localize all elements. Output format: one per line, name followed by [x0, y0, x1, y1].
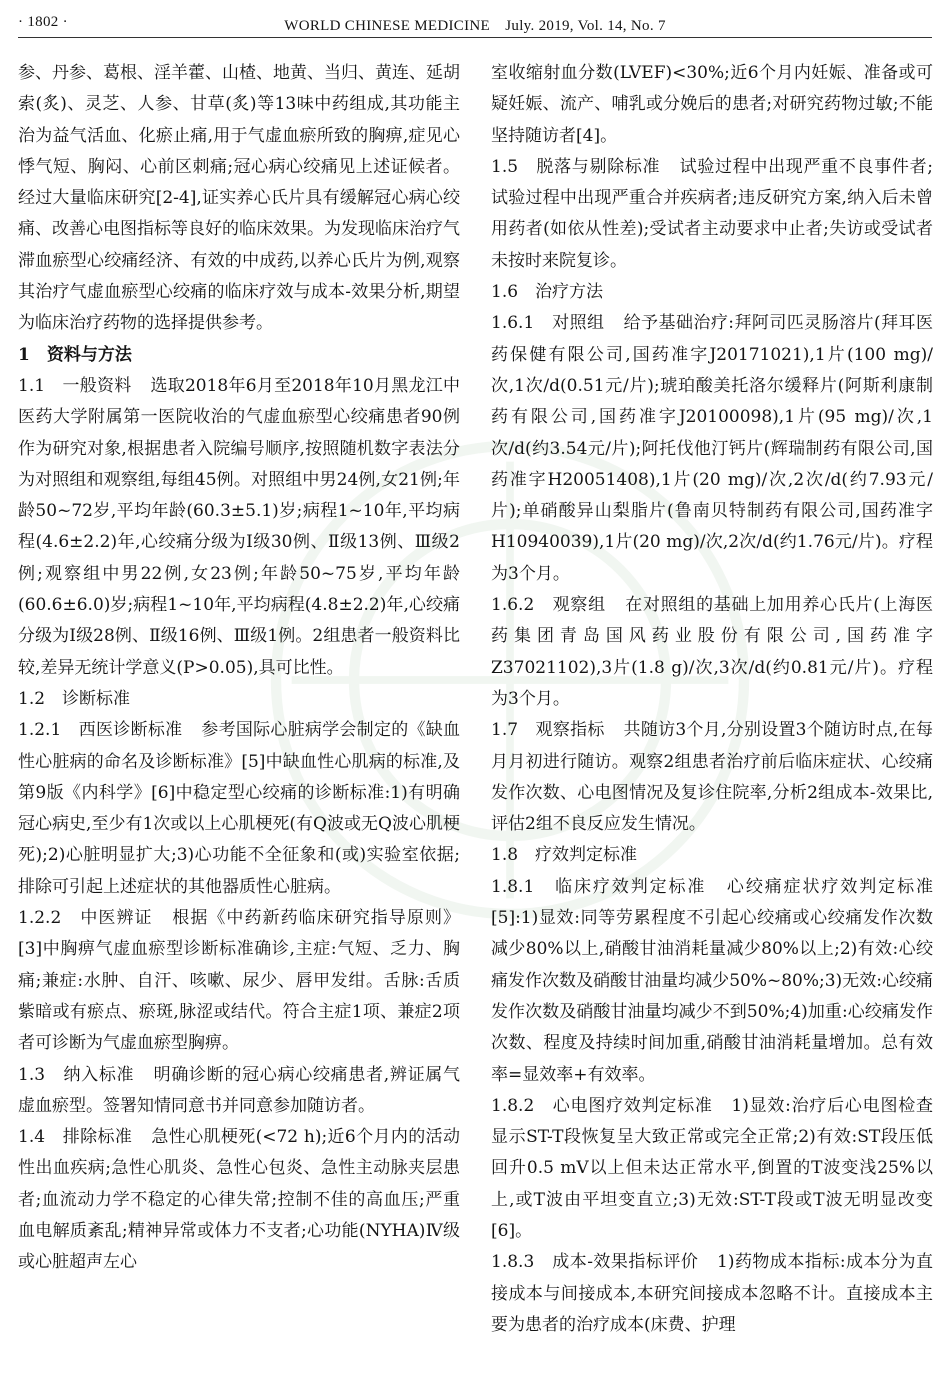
section-1-8-2-title: 1.8.2 心电图疗效判定标准: [491, 1095, 713, 1116]
section-1-1-text: 选取2018年6月至2018年10月黑龙江中医药大学附属第一医院收治的气虚血瘀型心绞痛患者90例作为研究对象,根据患者入院编号顺序,按照随机数字表法分为对照组和观察组,每组45例。对照组中男24例,女21例;年龄50~72岁,平均年龄(60.3±5.1)岁;病程1~10年,平均病程(4.6±2.2)年,心绞痛分级为Ⅰ级30例、Ⅱ级13例、Ⅲ级2例;观察组中男22例,女23例;年龄50~75岁,平均年龄(60.6±6.0)岁;病程1~10年,平均病程(4.8±2.2)年,心绞痛分级为Ⅰ级28例、Ⅱ级16例、Ⅲ级1例。2组患者一般资料比较,差异无统计学意义(P>0.05),具可比性。: [18, 375, 460, 678]
section-1-2-1-text: 参考国际心脏病学会制定的《缺血性心脏病的命名及诊断标准》[5]中缺血性心肌病的标准,及第9版《内科学》[6]中稳定型心绞痛的诊断标准:1)有明确冠心病史,至少有1次或以上心肌梗死(有Q波或无Q波心肌梗死);2)心脏明显扩大;3)心功能不全征象和(或)实验室依据;排除可引起上述症状的其他器质性心脏病。: [18, 720, 460, 897]
section-1-3: [18, 1060, 460, 1123]
section-1-8-1-title: 1.8.1 临床疗效判定标准: [491, 876, 707, 897]
section-1-6-2-title: 1.6.2 观察组: [491, 595, 606, 616]
section-1-4: [18, 1122, 460, 1278]
section-1-1-title: 1.1 一般资料: [18, 375, 132, 396]
section-1-2-2-title: 1.2.2 中医辨证: [18, 908, 153, 929]
running-header: [18, 14, 932, 44]
section-1-8-3-text: 1)药物成本指标:成本分为直接成本与间接成本,本研究间接成本忽略不计。直接成本主要为患者的治疗成本(床费、护理: [491, 1252, 933, 1335]
section-1-4-text: 急性心肌梗死(<72 h);近6个月内的活动性出血疾病;急性心肌炎、急性心包炎、急性主动脉夹层患者;血流动力学不稳定的心律失常;控制不佳的高血压;严重血电解质紊乱;精神异常或体力不支者;心功能(NYHA)Ⅳ级或心脏超声左心: [18, 1127, 460, 1273]
section-1-8-3: [491, 1247, 933, 1341]
section-1-8-1: [491, 872, 933, 1091]
section-1-8-1-text: 心绞痛症状疗效判定标准[5]:1)显效:同等劳累程度不引起心绞痛或心绞痛发作次数减少80%以上,硝酸甘油消耗量减少80%以上;2)有效:心绞痛发作次数及硝酸甘油量均减少50%~80%;3)无效:心绞痛发作次数及硝酸甘油量均减少不到50%;4)加重:心绞痛发作次数、程度及持续时间加重,硝酸甘油消耗量增加。总有效率=显效率+有效率。: [491, 876, 933, 1085]
continued-paragraph: 室收缩射血分数(LVEF)<30%;近6个月内妊娠、准备或可疑妊娠、流产、哺乳或分娩后的患者;对研究药物过敏;不能坚持随访者[4]。: [491, 63, 933, 146]
section-1-8-2-text: 1)显效:治疗后心电图检查显示ST-T段恢复呈大致正常或完全正常;2)有效:ST段压低回升0.5 mV以上但未达正常水平,倒置的T波变浅25%以上,或T波由平坦变直立;3)无效:ST-T段或T波无明显改变[6]。: [491, 1095, 933, 1241]
section-1-6-2: [491, 590, 933, 715]
section-1-7-text: 共随访3个月,分别设置3个随访时点,在每月月初进行随访。观察2组患者治疗前后临床症状、心绞痛发作次数、心电图情况及复诊住院率,分析2组成本-效果比,评估2组不良反应发生情况。: [491, 720, 933, 835]
section-1-6-1-text: 给予基础治疗:拜阿司匹灵肠溶片(拜耳医药保健有限公司,国药准字J20171021),1片(100 mg)/次,1次/d(0.51元/片);琥珀酸美托洛尔缓释片(阿斯利康制药有限公司,国药准字J20100098),1片(95 mg)/次,1次/d(约3.54元/片);阿托伐他汀钙片(辉瑞制药有限公司,国药准字H20051408),1片(20 mg)/次,2次/d(约7.93元/片);单硝酸异山梨脂片(鲁南贝特制药有限公司,国药准字H10940039),1片(20 mg)/次,2次/d(约1.76元/片)。疗程为3个月。: [491, 313, 933, 584]
intro-paragraph: 参、丹参、葛根、淫羊藿、山楂、地黄、当归、黄连、延胡索(炙)、灵芝、人参、甘草(炙)等13味中药组成,其功能主治为益气活血、化瘀止痛,用于气虚血瘀所致的胸痹,症见心悸气短、胸闷、心前区刺痛;冠心病心绞痛见上述证候者。经过大量临床研究[2-4],证实养心氏片具有缓解冠心病心绞痛、改善心电图指标等良好的临床效果。为发现临床治疗气滞血瘀型心绞痛经济、有效的中成药,以养心氏片为例,观察其治疗气虚血瘀型心绞痛的临床疗效与成本-效果分析,期望为临床治疗药物的选择提供参考。: [18, 63, 460, 334]
section-heading-1: 1 资料与方法: [18, 344, 132, 365]
section-1-1: [18, 371, 460, 684]
section-1-2-1: [18, 715, 460, 903]
left-column: [18, 58, 460, 1279]
section-1-5: [491, 152, 933, 277]
section-1-2-1-title: 1.2.1 西医诊断标准: [18, 720, 183, 741]
section-1-6-1: [491, 308, 933, 590]
section-heading-1-2: 1.2 诊断标准: [18, 688, 131, 709]
section-1-6-2-text: 在对照组的基础上加用养心氏片(上海医药集团青岛国风药业股份有限公司,国药准字Z37021102),3片(1.8 g)/次,3次/d(约0.81元/片)。疗程为3个月。: [491, 595, 933, 709]
section-heading-1-6: 1.6 治疗方法: [491, 282, 604, 303]
section-1-7-title: 1.7 观察指标: [491, 720, 605, 741]
section-1-8-2: [491, 1091, 933, 1247]
section-1-6-1-title: 1.6.1 对照组: [491, 313, 605, 334]
section-1-2-2-text: 根据《中药新药临床研究指导原则》[3]中胸痹气虚血瘀型诊断标准确诊,主症:气短、乏力、胸痛;兼症:水肿、自汗、咳嗽、尿少、唇甲发绀。舌脉:舌质紫暗或有瘀点、瘀斑,脉涩或结代。符合主症1项、兼症2项者可诊断为气虚血瘀型胸痹。: [18, 908, 460, 1054]
section-1-4-title: 1.4 排除标准: [18, 1127, 133, 1148]
right-column: [491, 58, 933, 1341]
section-1-5-text: 试验过程中出现严重不良事件者;试验过程中出现严重合并疾病者;违反研究方案,纳入后未曾用药者(如依从性差);受试者主动要求中止者;失访或受试者未按时来院复诊。: [491, 156, 933, 271]
section-1-8-3-title: 1.8.3 成本-效果指标评价: [491, 1252, 699, 1273]
page-number: · 1802 ·: [18, 14, 68, 30]
section-1-7: [491, 715, 933, 840]
header-rule: [18, 37, 932, 38]
section-1-2-2: [18, 903, 460, 1059]
section-heading-1-8: 1.8 疗效判定标准: [491, 845, 638, 866]
section-1-5-title: 1.5 脱落与剔除标准: [491, 156, 661, 177]
section-1-3-text: 明确诊断的冠心病心绞痛患者,辨证属气虚血瘀型。签署知情同意书并同意参加随访者。: [18, 1064, 461, 1116]
section-1-3-title: 1.3 纳入标准: [18, 1064, 135, 1085]
journal-title: WORLD CHINESE MEDICINE July. 2019, Vol. 14, No. 7: [284, 18, 666, 34]
